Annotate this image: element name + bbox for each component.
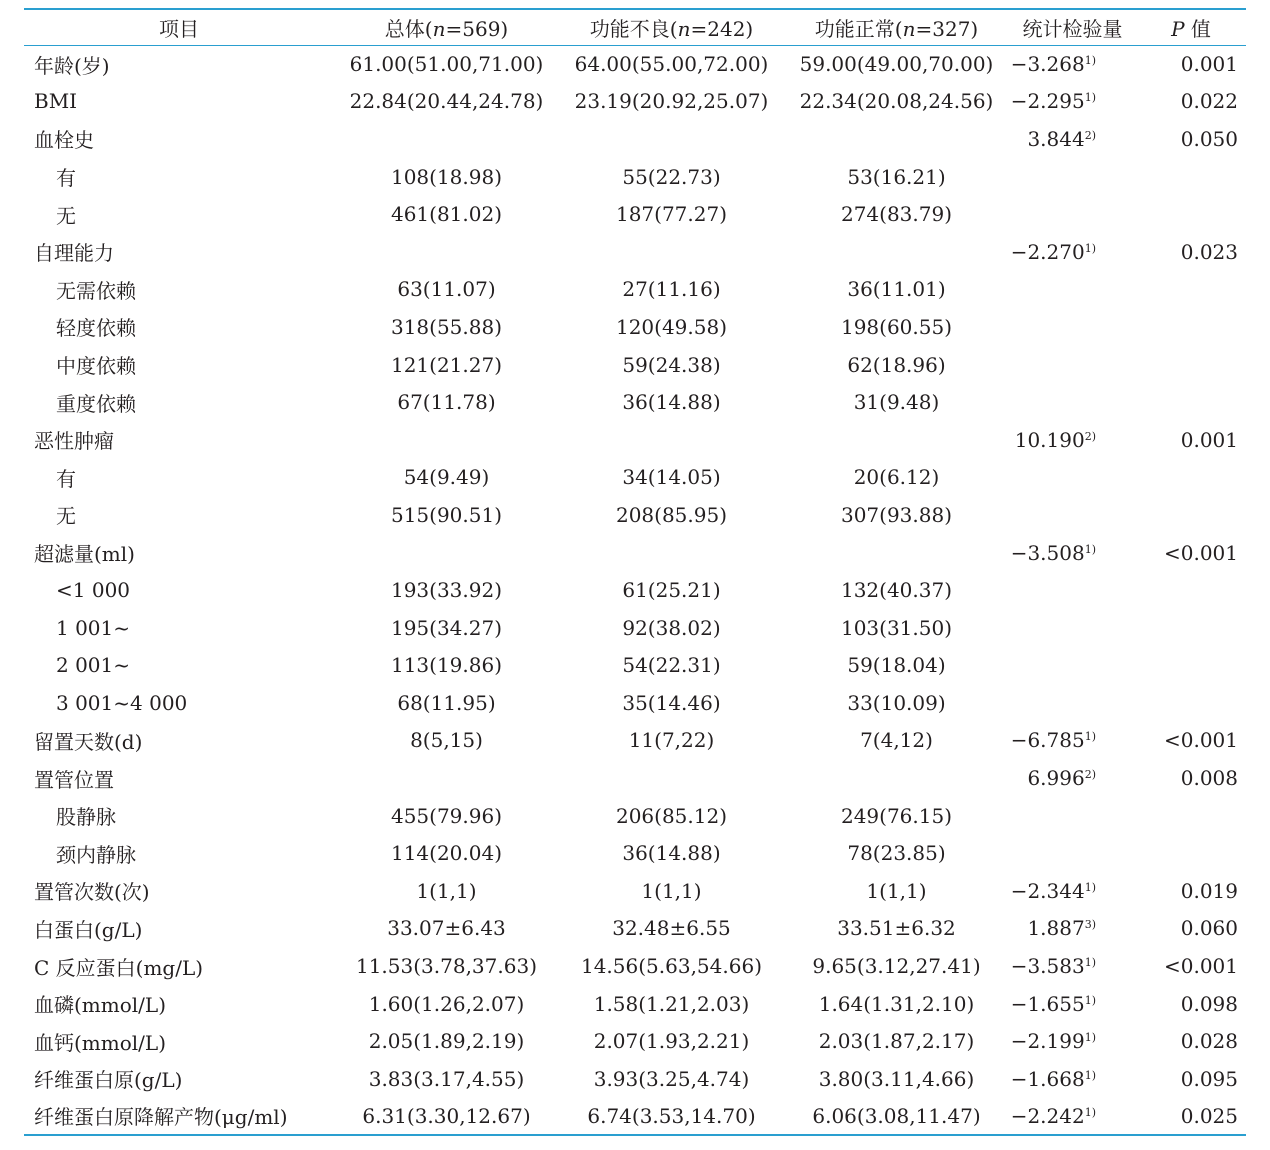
cell-p-value xyxy=(1136,308,1246,346)
cell-p-value xyxy=(1136,271,1246,309)
cell-poor-function: 27(11.16) xyxy=(622,277,721,302)
table-row xyxy=(24,158,1246,196)
cell-statistic xyxy=(1009,1098,1136,1136)
row-label: 颈内静脉 xyxy=(56,842,136,867)
statistic-footnote-mark: 1) xyxy=(1084,956,1096,970)
statistic-value: 6.996 xyxy=(1027,766,1085,791)
statistic-value: −3.583 xyxy=(1010,954,1085,979)
cell-total: 67(11.78) xyxy=(397,390,496,415)
cell-statistic xyxy=(1009,233,1136,271)
row-label: 有 xyxy=(56,466,76,491)
cell-total: 195(34.27) xyxy=(390,615,503,640)
row-label: 股静脉 xyxy=(56,805,116,830)
table-row xyxy=(24,1098,1246,1136)
cell-poor-function: 187(77.27) xyxy=(615,202,728,227)
cell-total xyxy=(334,120,559,158)
cell-p-value: 0.060 xyxy=(1180,916,1238,941)
header-row xyxy=(24,9,1246,45)
table-row xyxy=(24,308,1246,346)
statistic-value: −2.270 xyxy=(1010,239,1085,264)
table-row xyxy=(24,1060,1246,1098)
cell-normal-function: 62(18.96) xyxy=(847,352,946,377)
cell-total xyxy=(334,759,559,797)
cell-p-value: <0.001 xyxy=(1163,728,1238,753)
cell-normal-function: 22.34(20.08,24.56) xyxy=(799,89,994,114)
cell-statistic xyxy=(1009,308,1136,346)
header-normal-function: 功能正常(n=327) xyxy=(784,9,1009,45)
comparison-table xyxy=(24,8,1246,1136)
table-row xyxy=(24,910,1246,948)
row-label: 中度依赖 xyxy=(56,354,136,379)
cell-poor-function: 3.93(3.25,4.74) xyxy=(593,1066,750,1091)
table-row xyxy=(24,834,1246,872)
cell-total: 33.07±6.43 xyxy=(387,916,506,941)
cell-total: 1(1,1) xyxy=(416,878,477,903)
header-statistic: 统计检验量 xyxy=(1009,9,1136,45)
cell-normal-function: 2.03(1.87,2.17) xyxy=(818,1029,975,1054)
cell-poor-function: 1(1,1) xyxy=(641,878,702,903)
row-label: 轻度依赖 xyxy=(56,316,136,341)
cell-total xyxy=(334,421,559,459)
statistic-value: −3.508 xyxy=(1010,540,1085,565)
cell-total: 6.31(3.30,12.67) xyxy=(334,1098,559,1136)
cell-poor-function: 32.48±6.55 xyxy=(612,916,731,941)
statistic-footnote-mark: 1) xyxy=(1084,542,1096,556)
cell-p-value: <0.001 xyxy=(1163,540,1238,565)
table-row xyxy=(24,722,1246,760)
cell-poor-function xyxy=(559,233,784,271)
cell-p-value: 0.095 xyxy=(1180,1066,1238,1091)
statistic-value: −2.295 xyxy=(1010,89,1085,114)
cell-poor-function: 1.58(1.21,2.03) xyxy=(593,991,750,1016)
row-label: 自理能力 xyxy=(34,241,114,266)
table-row xyxy=(24,271,1246,309)
cell-statistic xyxy=(1009,459,1136,497)
cell-normal-function: 33(10.09) xyxy=(847,690,946,715)
cell-poor-function: 34(14.05) xyxy=(622,465,721,490)
cell-normal-function xyxy=(784,759,1009,797)
cell-poor-function: 23.19(20.92,25.07) xyxy=(574,89,769,114)
cell-total: 3.83(3.17,4.55) xyxy=(368,1066,525,1091)
header-total: 总体(n=569) xyxy=(334,9,559,45)
cell-statistic xyxy=(1009,383,1136,421)
header-p-value: P 值 xyxy=(1136,9,1246,45)
header-item: 项目 xyxy=(24,9,334,45)
row-label: 留置天数(d) xyxy=(34,729,143,754)
cell-total: 22.84(20.44,24.78) xyxy=(349,89,544,114)
cell-poor-function xyxy=(559,759,784,797)
statistic-footnote-mark: 2) xyxy=(1084,768,1096,782)
statistic-footnote-mark: 1) xyxy=(1084,1105,1096,1119)
table-row xyxy=(24,571,1246,609)
cell-p-value: 0.022 xyxy=(1180,89,1238,114)
cell-total: 54(9.49) xyxy=(403,465,490,490)
cell-p-value xyxy=(1136,158,1246,196)
cell-normal-function: 1.64(1.31,2.10) xyxy=(818,991,975,1016)
cell-total: 68(11.95) xyxy=(397,690,496,715)
row-label: 3 001~4 000 xyxy=(56,690,188,715)
cell-statistic xyxy=(1009,571,1136,609)
table-row xyxy=(24,797,1246,835)
cell-statistic xyxy=(1009,1060,1136,1098)
row-label: 纤维蛋白原(g/L) xyxy=(34,1068,183,1093)
cell-normal-function: 9.65(3.12,27.41) xyxy=(812,954,981,979)
statistic-footnote-mark: 1) xyxy=(1084,241,1096,255)
row-label: 无 xyxy=(56,504,76,529)
cell-total: 318(55.88) xyxy=(390,314,503,339)
cell-poor-function: 11(7,22) xyxy=(628,728,715,753)
cell-poor-function: 55(22.73) xyxy=(622,164,721,189)
cell-statistic xyxy=(1009,834,1136,872)
cell-normal-function: 59(18.04) xyxy=(847,653,946,678)
cell-statistic xyxy=(1009,647,1136,685)
cell-normal-function: 103(31.50) xyxy=(840,615,953,640)
cell-normal-function: 6.06(3.08,11.47) xyxy=(784,1098,1009,1136)
statistic-value: −2.344 xyxy=(1010,878,1085,903)
row-label: BMI xyxy=(34,89,78,114)
cell-p-value xyxy=(1136,346,1246,384)
cell-total: 515(90.51) xyxy=(390,502,503,527)
row-label: 血栓史 xyxy=(34,128,94,153)
cell-statistic xyxy=(1009,496,1136,534)
cell-p-value: 0.001 xyxy=(1180,52,1238,77)
cell-total: 63(11.07) xyxy=(397,277,496,302)
cell-normal-function: 31(9.48) xyxy=(853,390,940,415)
table-row xyxy=(24,120,1246,158)
statistic-value: −6.785 xyxy=(1010,728,1085,753)
row-label: 纤维蛋白原降解产物(μg/ml) xyxy=(24,1098,334,1136)
row-label: 有 xyxy=(56,166,76,191)
cell-normal-function: 249(76.15) xyxy=(840,803,953,828)
cell-poor-function: 36(14.88) xyxy=(622,390,721,415)
table-row xyxy=(24,233,1246,271)
cell-statistic xyxy=(1009,346,1136,384)
cell-normal-function xyxy=(784,421,1009,459)
cell-p-value xyxy=(1136,797,1246,835)
row-label: 1 001~ xyxy=(56,615,131,640)
cell-total: 2.05(1.89,2.19) xyxy=(368,1029,525,1054)
cell-statistic xyxy=(1009,158,1136,196)
statistic-footnote-mark: 1) xyxy=(1084,91,1096,105)
cell-total: 61.00(51.00,71.00) xyxy=(349,52,544,77)
cell-poor-function: 35(14.46) xyxy=(622,690,721,715)
cell-statistic xyxy=(1009,195,1136,233)
cell-poor-function: 61(25.21) xyxy=(622,578,721,603)
cell-total: 8(5,15) xyxy=(410,728,483,753)
table-row xyxy=(24,45,1246,83)
cell-total: 1.60(1.26,2.07) xyxy=(368,991,525,1016)
cell-total: 121(21.27) xyxy=(390,352,503,377)
cell-total: 113(19.86) xyxy=(390,653,503,678)
cell-total: 193(33.92) xyxy=(390,578,503,603)
row-label: 白蛋白(g/L) xyxy=(34,917,143,942)
cell-total: 114(20.04) xyxy=(390,841,503,866)
table-row xyxy=(24,1022,1246,1060)
table-row xyxy=(24,947,1246,985)
row-label: C 反应蛋白(mg/L) xyxy=(34,955,204,980)
row-label: 无需依赖 xyxy=(56,278,136,303)
cell-p-value: 0.008 xyxy=(1180,766,1238,791)
cell-statistic xyxy=(1009,83,1136,121)
cell-normal-function: 20(6.12) xyxy=(853,465,940,490)
cell-poor-function xyxy=(559,534,784,572)
cell-statistic xyxy=(1009,985,1136,1023)
cell-statistic xyxy=(1009,45,1136,83)
table-row xyxy=(24,872,1246,910)
table-row xyxy=(24,534,1246,572)
cell-p-value xyxy=(1136,609,1246,647)
row-label: 置管次数(次) xyxy=(34,880,150,905)
cell-statistic xyxy=(1009,120,1136,158)
table-row xyxy=(24,346,1246,384)
row-label: 恶性肿瘤 xyxy=(34,429,114,454)
cell-poor-function: 59(24.38) xyxy=(622,352,721,377)
table-body xyxy=(24,45,1246,1135)
cell-normal-function: 53(16.21) xyxy=(847,164,946,189)
cell-p-value xyxy=(1136,647,1246,685)
cell-p-value: 0.001 xyxy=(1180,427,1238,452)
cell-statistic xyxy=(1009,947,1136,985)
cell-total: 455(79.96) xyxy=(390,803,503,828)
cell-total: 461(81.02) xyxy=(390,202,503,227)
statistic-footnote-mark: 3) xyxy=(1084,918,1096,932)
cell-p-value: 0.098 xyxy=(1180,991,1238,1016)
cell-poor-function: 64.00(55.00,72.00) xyxy=(574,52,769,77)
cell-poor-function xyxy=(559,421,784,459)
cell-normal-function xyxy=(784,534,1009,572)
cell-normal-function: 198(60.55) xyxy=(840,314,953,339)
row-label: 超滤量(ml) xyxy=(34,542,135,567)
cell-statistic xyxy=(1009,797,1136,835)
cell-normal-function: 36(11.01) xyxy=(847,277,946,302)
statistic-value: −3.268 xyxy=(1010,52,1085,77)
row-label: 无 xyxy=(56,203,76,228)
cell-normal-function: 274(83.79) xyxy=(840,202,953,227)
cell-normal-function: 7(4,12) xyxy=(860,728,933,753)
statistic-footnote-mark: 1) xyxy=(1084,880,1096,894)
table-row xyxy=(24,684,1246,722)
cell-poor-function: 14.56(5.63,54.66) xyxy=(580,954,762,979)
table-row xyxy=(24,83,1246,121)
cell-p-value xyxy=(1136,383,1246,421)
statistic-value: 10.190 xyxy=(1014,427,1085,452)
cell-p-value: 0.028 xyxy=(1180,1029,1238,1054)
table-row xyxy=(24,496,1246,534)
cell-poor-function xyxy=(559,120,784,158)
cell-total xyxy=(334,233,559,271)
statistic-footnote-mark: 1) xyxy=(1084,54,1096,68)
cell-p-value xyxy=(1136,195,1246,233)
row-label: 2 001~ xyxy=(56,653,131,678)
statistic-footnote-mark: 2) xyxy=(1084,128,1096,142)
cell-statistic xyxy=(1009,684,1136,722)
statistic-value: 1.887 xyxy=(1027,916,1085,941)
table-row xyxy=(24,421,1246,459)
cell-statistic xyxy=(1009,1022,1136,1060)
cell-p-value xyxy=(1136,834,1246,872)
cell-p-value: <0.001 xyxy=(1163,954,1238,979)
table-row xyxy=(24,647,1246,685)
statistic-footnote-mark: 1) xyxy=(1084,993,1096,1007)
statistic-footnote-mark: 1) xyxy=(1084,730,1096,744)
cell-normal-function: 59.00(49.00,70.00) xyxy=(799,52,994,77)
row-label: 重度依赖 xyxy=(56,391,136,416)
row-label: 血钙(mmol/L) xyxy=(34,1030,166,1055)
cell-total: 108(18.98) xyxy=(390,164,503,189)
cell-statistic xyxy=(1009,759,1136,797)
cell-statistic xyxy=(1009,722,1136,760)
cell-statistic xyxy=(1009,421,1136,459)
cell-total: 11.53(3.78,37.63) xyxy=(355,954,537,979)
table-row xyxy=(24,985,1246,1023)
statistic-value: −1.655 xyxy=(1010,991,1085,1016)
cell-poor-function: 36(14.88) xyxy=(622,841,721,866)
statistic-footnote-mark: 2) xyxy=(1084,429,1096,443)
cell-p-value: 0.025 xyxy=(1136,1098,1246,1136)
cell-poor-function: 92(38.02) xyxy=(622,615,721,640)
row-label: <1 000 xyxy=(56,578,131,603)
statistic-value: 3.844 xyxy=(1027,126,1085,151)
table-row xyxy=(24,759,1246,797)
cell-statistic xyxy=(1009,609,1136,647)
cell-poor-function: 208(85.95) xyxy=(615,502,728,527)
cell-poor-function: 54(22.31) xyxy=(622,653,721,678)
cell-statistic xyxy=(1009,910,1136,948)
statistic-footnote-mark: 1) xyxy=(1084,1068,1096,1082)
row-label: 年龄(岁) xyxy=(34,53,110,78)
header-poor-function: 功能不良(n=242) xyxy=(559,9,784,45)
cell-p-value: 0.019 xyxy=(1180,878,1238,903)
cell-statistic xyxy=(1009,271,1136,309)
statistic-value: −2.242 xyxy=(1010,1103,1085,1128)
table-row xyxy=(24,383,1246,421)
cell-normal-function xyxy=(784,233,1009,271)
cell-total xyxy=(334,534,559,572)
cell-normal-function: 307(93.88) xyxy=(840,502,953,527)
statistic-footnote-mark: 1) xyxy=(1084,1031,1096,1045)
statistic-value: −2.199 xyxy=(1010,1029,1085,1054)
cell-normal-function: 1(1,1) xyxy=(866,878,927,903)
cell-statistic xyxy=(1009,872,1136,910)
table-row xyxy=(24,459,1246,497)
cell-normal-function: 33.51±6.32 xyxy=(837,916,956,941)
row-label: 血磷(mmol/L) xyxy=(34,993,166,1018)
cell-statistic xyxy=(1009,534,1136,572)
cell-p-value xyxy=(1136,571,1246,609)
cell-p-value xyxy=(1136,459,1246,497)
cell-normal-function xyxy=(784,120,1009,158)
data-table-container xyxy=(24,8,1246,1136)
cell-poor-function: 206(85.12) xyxy=(615,803,728,828)
table-row xyxy=(24,609,1246,647)
statistic-value: −1.668 xyxy=(1010,1066,1085,1091)
cell-p-value: 0.050 xyxy=(1180,126,1238,151)
table-row xyxy=(24,195,1246,233)
cell-p-value: 0.023 xyxy=(1180,239,1238,264)
row-label: 置管位置 xyxy=(34,767,114,792)
cell-normal-function: 132(40.37) xyxy=(840,578,953,603)
cell-poor-function: 2.07(1.93,2.21) xyxy=(593,1029,750,1054)
cell-normal-function: 78(23.85) xyxy=(847,841,946,866)
cell-poor-function: 6.74(3.53,14.70) xyxy=(559,1098,784,1136)
cell-normal-function: 3.80(3.11,4.66) xyxy=(818,1066,975,1091)
cell-p-value xyxy=(1136,684,1246,722)
cell-poor-function: 120(49.58) xyxy=(615,314,728,339)
cell-p-value xyxy=(1136,496,1246,534)
